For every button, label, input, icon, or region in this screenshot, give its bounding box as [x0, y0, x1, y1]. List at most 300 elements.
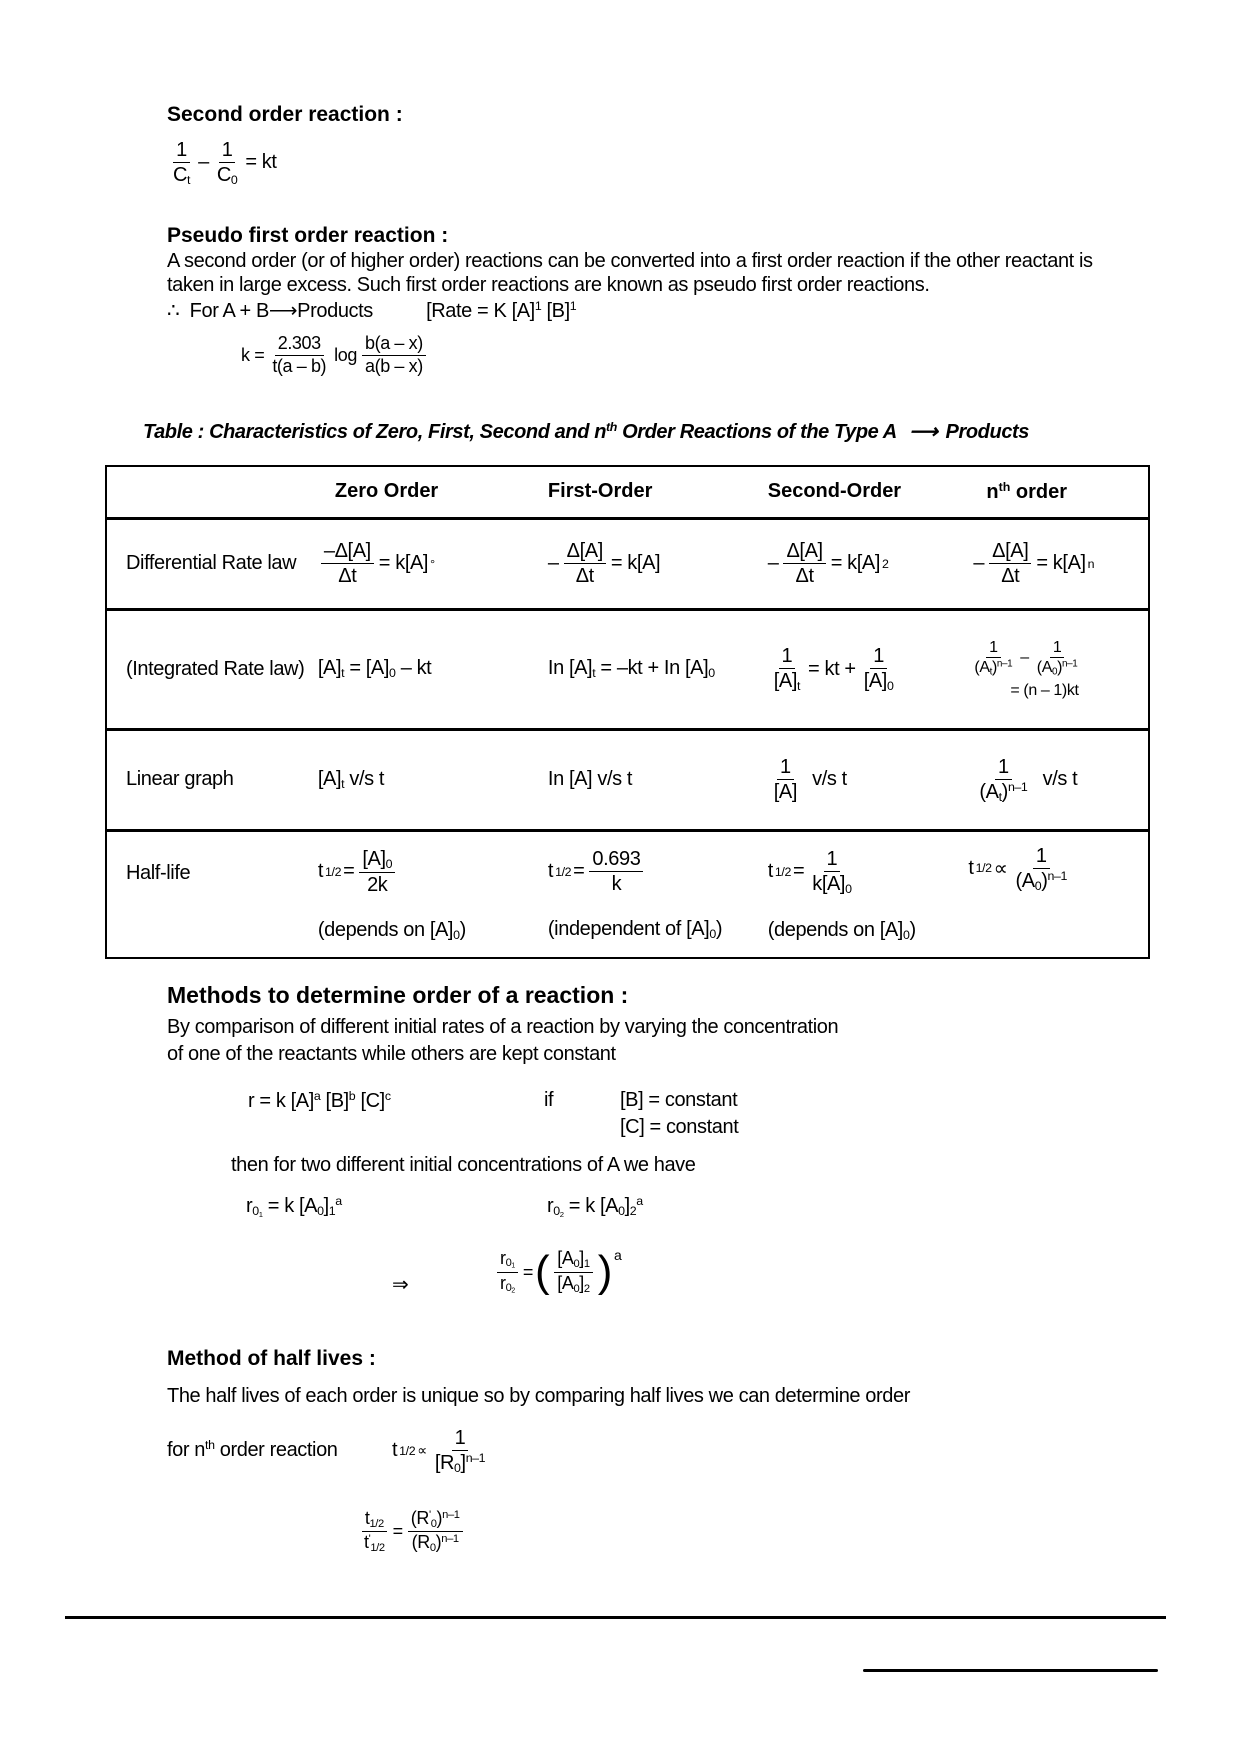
math-part: [976, 780, 1030, 805]
math-text: t: [317, 860, 324, 883]
math-text: b(a – x): [362, 333, 426, 356]
math-part: [409, 1532, 462, 1555]
row-label: Differential Rate law: [106, 518, 318, 609]
math-text: Table : Characteristics of Zero, First, Second and n: [143, 421, 607, 443]
math-text: 0: [454, 1461, 461, 1476]
math-part: [318, 919, 548, 942]
math-text: [A]: [362, 847, 386, 870]
math-text: 0: [573, 1258, 580, 1271]
math-text: k: [611, 873, 622, 896]
math-text: ): [715, 918, 723, 941]
math-text: [A]: [317, 767, 342, 790]
math-text: for n: [167, 1438, 206, 1461]
math-text: 1/2: [325, 864, 342, 879]
header-zero-order: Zero Order: [334, 480, 439, 503]
math-text: t: [998, 789, 1002, 804]
math-text: ): [1057, 658, 1063, 676]
math-part: [554, 1248, 592, 1272]
math-part: [408, 1508, 463, 1532]
math-text: 0: [708, 666, 715, 681]
math-text: 0: [453, 927, 460, 942]
math-part: [768, 755, 847, 804]
math-text: 1/2: [774, 864, 791, 879]
math-text: ): [1001, 780, 1008, 803]
math-text: ]: [624, 1194, 630, 1217]
table-row: [106, 609, 1149, 729]
math-text: [A: [557, 1248, 574, 1269]
math-part: [432, 1426, 488, 1476]
math-text: – kt: [395, 657, 432, 680]
math-text: r = k [A]: [248, 1089, 314, 1112]
math-text: = k [A: [262, 1194, 318, 1217]
pseudo-first-order-heading: Pseudo first order reaction :: [167, 224, 449, 247]
math-text: –Δ[A]: [321, 539, 374, 564]
math-text: 1: [870, 644, 887, 669]
math-text: ]: [579, 1272, 584, 1293]
math-part: [768, 830, 969, 958]
math-part: [553, 1204, 563, 1218]
math-text: [A]: [773, 781, 797, 803]
math-text: ): [909, 918, 916, 941]
fraction-1-over-c0: [214, 138, 241, 188]
page-divider: [65, 1616, 1166, 1619]
math-part: [362, 1508, 387, 1532]
math-text: 0: [252, 1203, 259, 1218]
math-part: [318, 830, 548, 958]
math-text: –: [198, 151, 209, 174]
math-text: n: [1087, 556, 1095, 571]
methods-paragraph-line-1: By comparison of different initial rates of a reaction by varying the concentration: [167, 1016, 839, 1038]
math-text: 0: [385, 856, 393, 871]
math-text: [B]: [320, 1089, 349, 1112]
math-text: 0: [902, 927, 910, 942]
header-second-order: Second-Order: [767, 480, 902, 503]
b-constant: [B] = constant: [620, 1089, 738, 1111]
math-part: [1013, 844, 1070, 894]
math-part: [359, 847, 395, 897]
math-part: [548, 609, 768, 729]
math-part: [554, 1248, 592, 1295]
math-text: n–1: [1047, 868, 1067, 883]
math-part: [771, 755, 800, 804]
math-text: r: [246, 1194, 253, 1217]
math-part: [269, 333, 329, 377]
math-part: [106, 466, 1149, 958]
math-text: °: [430, 556, 435, 571]
arrow-icon: ⟶: [268, 300, 298, 322]
math-text: order reaction: [214, 1438, 338, 1461]
math-part: [318, 539, 435, 588]
math-text: C: [173, 164, 188, 186]
math-part: [252, 1204, 262, 1218]
math-text: 1: [1033, 844, 1050, 869]
math-text: 1: [534, 299, 542, 314]
math-text: 1: [173, 138, 190, 163]
header-first-order: First-Order: [547, 480, 653, 503]
math-text: Δt: [795, 565, 814, 587]
math-text: = (n – 1)kt: [1010, 682, 1079, 700]
math-text: (depends on [A]: [767, 918, 903, 941]
math-text: r: [547, 1194, 554, 1217]
math-text: 0: [553, 1203, 560, 1218]
math-part: [318, 847, 398, 897]
math-text: 0: [1034, 878, 1042, 893]
math-part: [106, 466, 318, 518]
row-label: [106, 609, 318, 729]
math-text: = –kt + In [A]: [595, 657, 709, 680]
math-text: n–1: [996, 658, 1013, 670]
math-text: For A + B: [189, 300, 269, 322]
math-part: [564, 539, 606, 588]
math-text: (depends on [A]: [317, 918, 454, 941]
math-part: [971, 638, 1015, 679]
math-text: k[A]: [812, 872, 846, 895]
table-caption: [143, 419, 1029, 444]
math-text: n–1: [465, 1451, 486, 1466]
math-text: (R: [410, 1508, 429, 1528]
math-part: [771, 669, 803, 694]
math-text: 1: [569, 299, 577, 314]
math-text: In [A]: [547, 657, 593, 680]
math-text: ): [435, 1532, 442, 1553]
math-text: t: [592, 666, 596, 681]
pseudo-k-equation: [241, 333, 429, 377]
math-text: t: [392, 1439, 398, 1462]
math-part: [432, 1451, 488, 1476]
math-text: ]: [323, 1194, 329, 1217]
math-part: [548, 830, 768, 958]
math-part: [968, 638, 1083, 679]
math-text: 1: [219, 138, 236, 163]
methods-heading: Methods to determine order of a reaction :: [167, 982, 629, 1008]
math-text: 0: [505, 1257, 512, 1270]
math-part: [362, 333, 426, 377]
math-part: [968, 609, 1149, 729]
math-text: =: [392, 1521, 403, 1542]
math-text: Δ[A]: [783, 539, 825, 564]
math-text: order: [1010, 480, 1068, 503]
row-label: Linear graph: [106, 729, 318, 830]
math-text: th: [606, 420, 617, 435]
math-text: In [A] v/s t: [548, 729, 768, 830]
math-text: (A: [979, 780, 999, 803]
math-text: –: [973, 552, 985, 574]
math-text: =: [343, 860, 355, 883]
math-part: [548, 539, 660, 588]
rate-law: [248, 1089, 391, 1113]
math-part: [809, 847, 854, 897]
math-text: = k[A]: [1036, 552, 1086, 574]
math-text: 0: [573, 1282, 580, 1295]
math-text: = [A]: [344, 657, 390, 680]
math-text: v/s t: [812, 768, 847, 790]
math-text: [Rate = K [A]: [426, 300, 535, 322]
math-text: [A]: [317, 657, 342, 680]
r02-equation: [547, 1194, 643, 1219]
math-part: [976, 755, 1030, 805]
math-text: Products: [945, 421, 1030, 443]
math-part: [971, 658, 1015, 678]
math-text: ): [991, 658, 997, 676]
math-text: (A: [1036, 658, 1052, 676]
math-text: ': [428, 1508, 431, 1521]
math-text: a(b – x): [364, 355, 423, 376]
math-text: r: [500, 1272, 506, 1293]
math-text: –: [547, 552, 559, 574]
second-order-equation: [167, 138, 277, 188]
header-nth-order: [968, 466, 1149, 518]
math-part: [497, 1248, 518, 1297]
math-text: r: [500, 1247, 506, 1268]
table-header-row: [106, 466, 1149, 518]
math-part: [968, 830, 1149, 958]
math-text: =: [573, 860, 585, 883]
math-text: ': [368, 1533, 371, 1546]
math-text: 1: [995, 755, 1012, 780]
math-part: [554, 1273, 592, 1296]
table-row: [106, 729, 1149, 830]
math-part: [318, 609, 548, 729]
math-part: [361, 1508, 388, 1555]
math-part: [589, 847, 643, 896]
math-text: 2: [583, 1282, 590, 1295]
math-part: [408, 1508, 463, 1555]
math-part: [968, 518, 1149, 609]
math-text: t: [364, 1532, 369, 1553]
math-text: t(a – b): [272, 355, 327, 376]
math-text: 2: [559, 1209, 564, 1219]
math-part: [861, 644, 897, 694]
math-text: t: [364, 1508, 370, 1528]
math-text: 1: [986, 638, 1001, 658]
math-part: [768, 518, 969, 609]
math-text: a: [313, 1089, 321, 1103]
math-text: 0: [429, 1541, 436, 1554]
math-part: [809, 872, 854, 897]
math-text: a: [636, 1194, 643, 1208]
math-text: [A]: [773, 670, 797, 693]
math-text: ): [436, 1508, 443, 1528]
c-constant: [C] = constant: [620, 1116, 739, 1138]
half-lives-heading: Method of half lives :: [167, 1347, 376, 1370]
math-text: 0: [389, 666, 396, 681]
math-text: 0: [317, 1203, 324, 1218]
math-text: 0: [430, 1517, 437, 1530]
row-label: Half-life: [106, 830, 318, 958]
math-part: [548, 847, 647, 896]
math-text: (Integrated Rate law): [126, 657, 305, 680]
math-text: k =: [241, 344, 265, 365]
math-text: ∝: [417, 1442, 427, 1459]
math-text: ): [1041, 869, 1048, 892]
math-part: [768, 539, 889, 588]
fraction-1-over-ct: [170, 138, 193, 188]
math-text: Δ[A]: [989, 539, 1031, 564]
math-text: [R: [434, 1452, 455, 1474]
math-text: –: [1020, 649, 1029, 666]
reaction-order-table: [105, 465, 1150, 959]
math-text: n–1: [1007, 779, 1028, 794]
math-part: [506, 1282, 515, 1294]
math-text: Δt: [1001, 565, 1020, 587]
math-part: [548, 518, 768, 609]
math-part: ): [597, 1247, 612, 1296]
math-text: 2: [629, 1203, 637, 1218]
math-part: [506, 1257, 515, 1269]
arrow-icon: ⟶: [909, 421, 938, 443]
math-text: t: [341, 666, 345, 681]
math-text: 0: [1051, 666, 1058, 678]
math-part: [968, 844, 1073, 894]
math-part: [1034, 638, 1081, 679]
half-life-ratio-equation: [358, 1508, 466, 1555]
math-part: [170, 163, 193, 188]
math-text: th: [998, 479, 1011, 494]
math-text: 1: [779, 644, 796, 669]
table-row: [106, 518, 1149, 609]
methods-paragraph-line-2: of one of the reactants while others are kept constant: [167, 1043, 616, 1065]
math-text: n–1: [441, 1533, 459, 1546]
math-part: [359, 847, 395, 873]
math-text: ∝: [993, 857, 1008, 880]
math-text: 1: [777, 755, 794, 780]
implies-icon: ⇒: [392, 1274, 409, 1296]
math-text: (R: [411, 1532, 430, 1553]
math-text: 1: [583, 1258, 590, 1271]
math-text: 1: [328, 1203, 336, 1218]
math-text: 1: [511, 1263, 515, 1271]
second-order-heading: Second order reaction :: [167, 103, 403, 126]
math-text: t: [989, 666, 992, 678]
math-text: a: [613, 1247, 622, 1263]
math-text: t: [187, 173, 191, 188]
math-text: 2: [511, 1288, 515, 1295]
math-text: ): [459, 918, 466, 941]
math-text: b: [348, 1089, 356, 1103]
math-text: 1/2: [399, 1443, 416, 1458]
math-part: [768, 919, 969, 942]
math-text: t: [341, 777, 345, 792]
if-label: if: [544, 1089, 554, 1111]
math-text: 1/2: [370, 1541, 385, 1554]
math-text: = k [A: [563, 1194, 619, 1217]
math-part: (: [535, 1247, 550, 1296]
math-part: [768, 729, 969, 830]
math-text: (independent of [A]: [547, 918, 710, 941]
math-part: [768, 847, 858, 897]
therefore-symbol: ∴: [167, 300, 180, 322]
math-text: 0: [709, 927, 716, 942]
math-text: = k[A]: [610, 552, 661, 574]
table-row: [106, 830, 1149, 958]
then-text: then for two different initial concentrations of A we have: [231, 1154, 696, 1176]
math-text: 0: [505, 1282, 512, 1295]
math-text: 0: [886, 679, 894, 694]
math-part: [321, 539, 374, 588]
math-text: 1/2: [369, 1517, 384, 1530]
math-text: Δt: [338, 565, 357, 587]
math-text: –: [767, 552, 779, 574]
math-part: [548, 918, 768, 941]
math-text: 0: [845, 881, 852, 896]
math-text: 1/2: [555, 864, 572, 879]
math-text: Products: [297, 300, 373, 322]
math-text: Δ[A]: [564, 539, 606, 564]
math-text: =: [792, 860, 805, 883]
math-text: Δt: [575, 565, 594, 587]
footer-rule: [863, 1669, 1158, 1672]
math-text: Order Reactions of the Type A: [616, 421, 897, 443]
math-text: 0: [618, 1203, 625, 1218]
math-part: [771, 644, 803, 694]
math-part: [497, 1248, 518, 1273]
math-text: n: [986, 480, 999, 503]
nth-order-label: [167, 1438, 338, 1462]
math-part: [968, 729, 1149, 830]
math-text: ]: [460, 1452, 466, 1474]
math-text: =: [522, 1261, 533, 1282]
math-text: c: [384, 1089, 391, 1103]
math-text: n–1: [442, 1508, 460, 1521]
math-text: t: [547, 860, 554, 883]
pseudo-paragraph-line-1: A second order (or of higher order) reactions can be converted into a first order reaction if the other reactant is: [167, 250, 1093, 272]
math-part: [768, 609, 969, 729]
math-text: [A: [557, 1272, 574, 1293]
half-life-proportionality: [392, 1426, 491, 1476]
pseudo-paragraph-line-2: taken in large excess. Such first order reactions are known as pseudo first order reactions.: [167, 274, 930, 296]
math-part: [497, 1273, 518, 1297]
math-text: 1: [824, 847, 841, 872]
math-text: 1: [452, 1426, 469, 1451]
math-text: v/s t: [349, 767, 385, 790]
math-text: (A: [974, 658, 990, 676]
math-text: 2: [881, 556, 889, 571]
math-part: [1013, 869, 1070, 894]
math-part: [768, 644, 900, 694]
math-text: = kt +: [808, 657, 856, 680]
math-text: = k[A]: [378, 552, 429, 574]
math-text: 2.303: [275, 333, 324, 356]
math-text: 1: [1050, 638, 1065, 658]
math-text: ]: [579, 1248, 584, 1269]
math-text: t: [797, 679, 801, 694]
math-text: [A]: [863, 670, 887, 693]
math-text: C: [216, 164, 231, 186]
math-text: [C]: [355, 1089, 385, 1112]
math-text: v/s t: [1042, 768, 1078, 790]
math-text: n–1: [1062, 658, 1078, 670]
math-part: [783, 539, 825, 588]
math-text: 2k: [367, 873, 388, 896]
math-text: a: [335, 1194, 342, 1208]
math-text: log: [334, 344, 357, 365]
rate-expression: [426, 300, 576, 322]
rate-ratio-equation: [494, 1247, 621, 1297]
math-text: 1/2: [975, 861, 992, 876]
math-text: = kt: [245, 151, 277, 174]
math-text: 1: [258, 1209, 263, 1219]
math-text: = k[A]: [830, 552, 880, 574]
math-text: [B]: [541, 300, 570, 322]
pseudo-reaction-line: [167, 298, 576, 323]
math-part: [989, 539, 1031, 588]
math-part: [214, 163, 241, 188]
math-part: [973, 755, 1077, 805]
r01-equation: [246, 1194, 342, 1219]
math-text: 0.693: [589, 847, 643, 872]
math-text: 0: [230, 173, 238, 188]
math-part: [318, 518, 548, 609]
